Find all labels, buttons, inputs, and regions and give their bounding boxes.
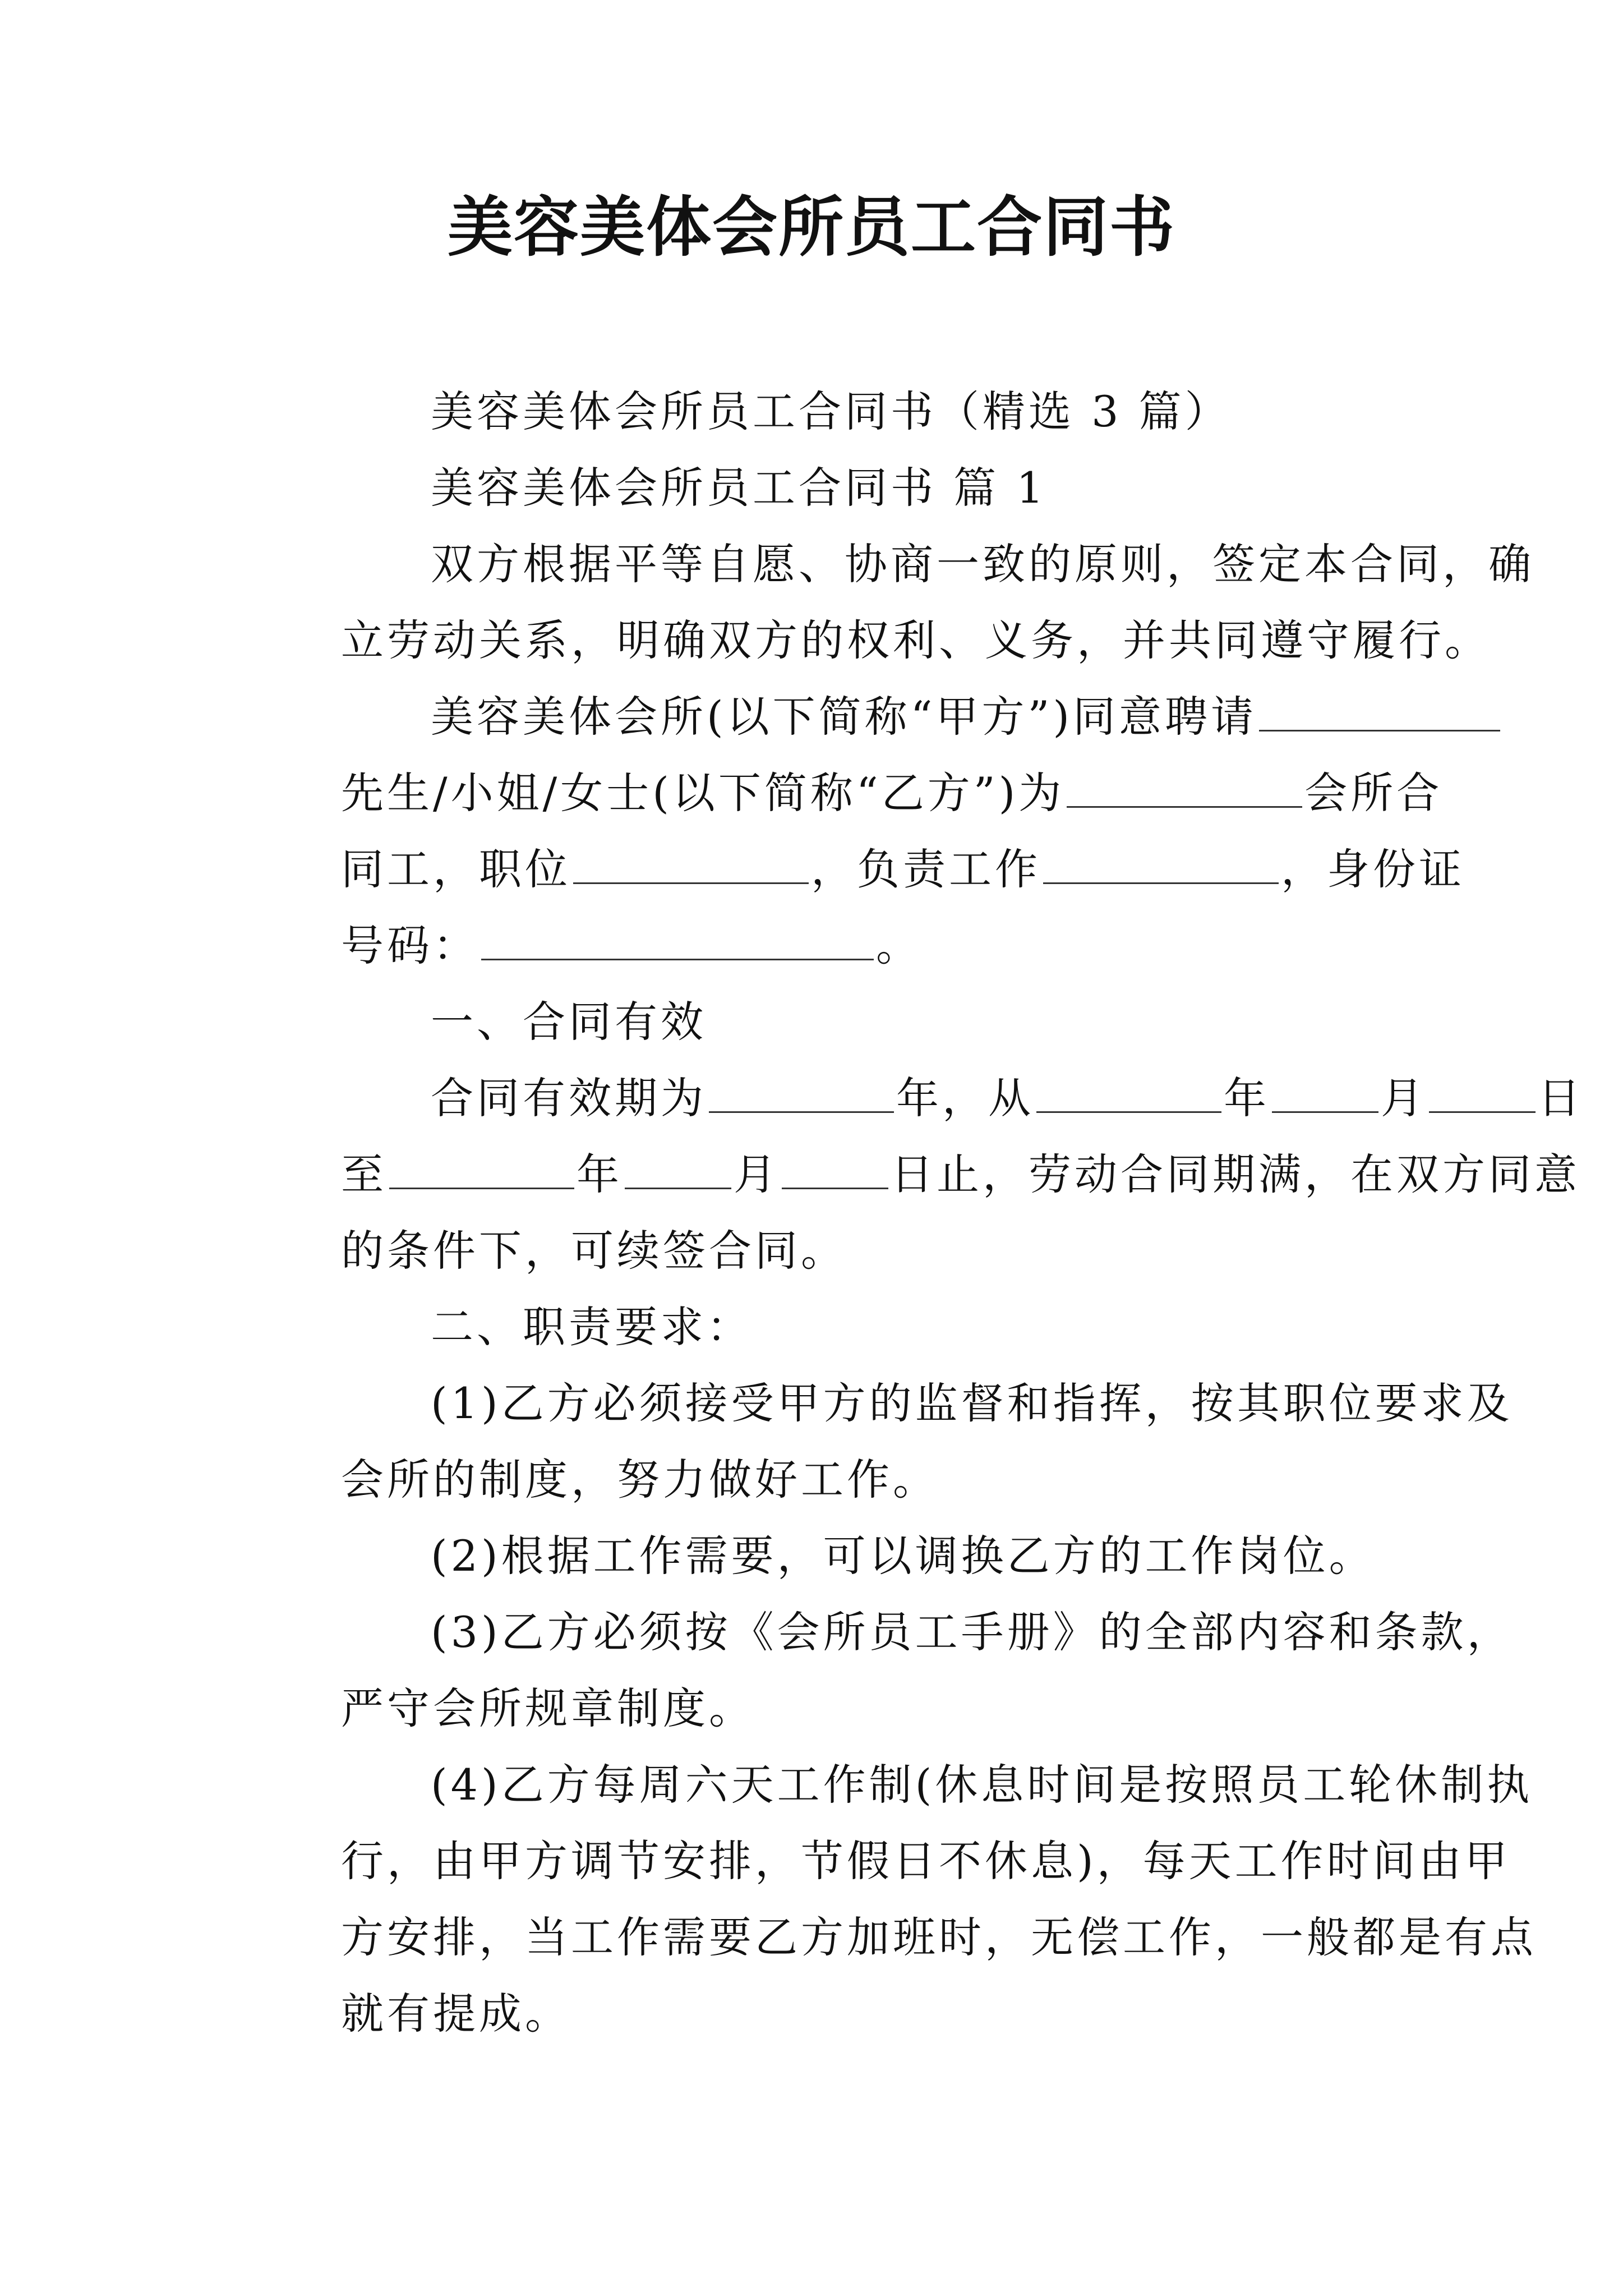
parties-line-3 [251, 831, 1465, 908]
parties-text-6: ，身份证 [1281, 844, 1465, 894]
id-number-blank[interactable] [481, 925, 874, 960]
duty-4-line-2: 行，由甲方调节安排，节假日不休息)，每天工作时间由甲 [341, 1836, 1511, 1886]
parties-text-3: 会所合 [1304, 768, 1443, 818]
validity-line-1 [251, 1060, 1584, 1137]
validity-text-2: 年，从 [896, 1073, 1034, 1123]
document-title: 美容美体会所员工合同书 [448, 189, 1175, 265]
parties-line-1 [251, 679, 1387, 755]
duty-3-line-1: (3)乙方必须按《会所员工手册》的全部内容和条款， [431, 1607, 1513, 1657]
duty-blank[interactable] [1043, 849, 1279, 884]
validity-line-2 [251, 1137, 1580, 1213]
validity-text-5: 日 [1538, 1073, 1584, 1123]
parties-line-4 [251, 908, 1387, 984]
parties-text-7: 号码： [341, 921, 479, 970]
term-years-blank[interactable] [709, 1078, 894, 1113]
duty-item-1 [251, 1365, 1513, 1518]
end-day-blank[interactable] [782, 1154, 888, 1189]
validity-text-4: 月 [1381, 1073, 1427, 1123]
duty-1-line-1: (1)乙方必须接受甲方的监督和指挥，按其职位要求及 [431, 1378, 1513, 1428]
parties-line-2 [251, 755, 1443, 831]
validity-text-1: 合同有效期为 [431, 1073, 707, 1123]
employment-type-blank[interactable] [1067, 772, 1302, 808]
validity-text-3: 年 [1224, 1073, 1270, 1123]
heading-duties: 二、职责要求： [431, 1302, 753, 1352]
duty-item-2 [251, 1518, 1387, 1594]
duty-4-line-1: (4)乙方每周六天工作制(休息时间是按照员工轮休制执 [431, 1760, 1533, 1810]
duty-4-line-3: 方安排，当工作需要乙方加班时，无偿工作，一般都是有点 [341, 1912, 1537, 1962]
duty-2-line-1: (2)根据工作需要，可以调换乙方的工作岗位。 [431, 1531, 1375, 1581]
parties-text-1: 美容美体会所(以下简称“甲方”)同意聘请 [431, 692, 1257, 742]
end-year-blank[interactable] [389, 1154, 574, 1189]
employee-name-blank[interactable] [1259, 696, 1500, 731]
intro-line-2: 立劳动关系，明确双方的权利、义务，并共同遵守履行。 [341, 615, 1491, 665]
intro-line-1: 双方根据平等自愿、协商一致的原则，签定本合同，确 [431, 539, 1534, 589]
document-subtitle: 美容美体会所员工合同书（精选 3 篇） [431, 386, 1231, 436]
parties-text-5: ，负责工作 [811, 844, 1041, 894]
duty-item-4 [251, 1747, 1537, 2052]
duty-item-3 [251, 1594, 1513, 1747]
validity-text-8: 月 [734, 1149, 780, 1199]
parties-text-2: 先生/小姐/女士(以下简称“乙方”)为 [341, 768, 1065, 818]
start-year-blank[interactable] [1036, 1078, 1221, 1113]
parties-text-8: 。 [876, 921, 922, 970]
position-blank[interactable] [573, 849, 809, 884]
document-body [251, 374, 1584, 2052]
start-month-blank[interactable] [1272, 1078, 1378, 1113]
validity-text-9: 日止，劳动合同期满，在双方同意 [891, 1149, 1580, 1199]
validity-text-6: 至 [341, 1149, 387, 1199]
duty-3-line-2: 严守会所规章制度。 [341, 1683, 755, 1733]
intro-paragraph [251, 526, 1534, 679]
heading-contract-validity: 一、合同有效 [431, 997, 707, 1047]
end-month-blank[interactable] [625, 1154, 731, 1189]
validity-paragraph [251, 1060, 1584, 1289]
duty-4-line-4: 就有提成。 [341, 1989, 571, 2039]
start-day-blank[interactable] [1429, 1078, 1536, 1113]
parties-paragraph [251, 679, 1465, 984]
section-heading: 美容美体会所员工合同书 篇 1 [431, 463, 1047, 513]
parties-text-4: 同工，职位 [341, 844, 571, 894]
validity-line-3: 的条件下，可续签合同。 [341, 1226, 847, 1276]
duty-1-line-2: 会所的制度，努力做好工作。 [341, 1455, 939, 1504]
validity-text-7: 年 [577, 1149, 623, 1199]
